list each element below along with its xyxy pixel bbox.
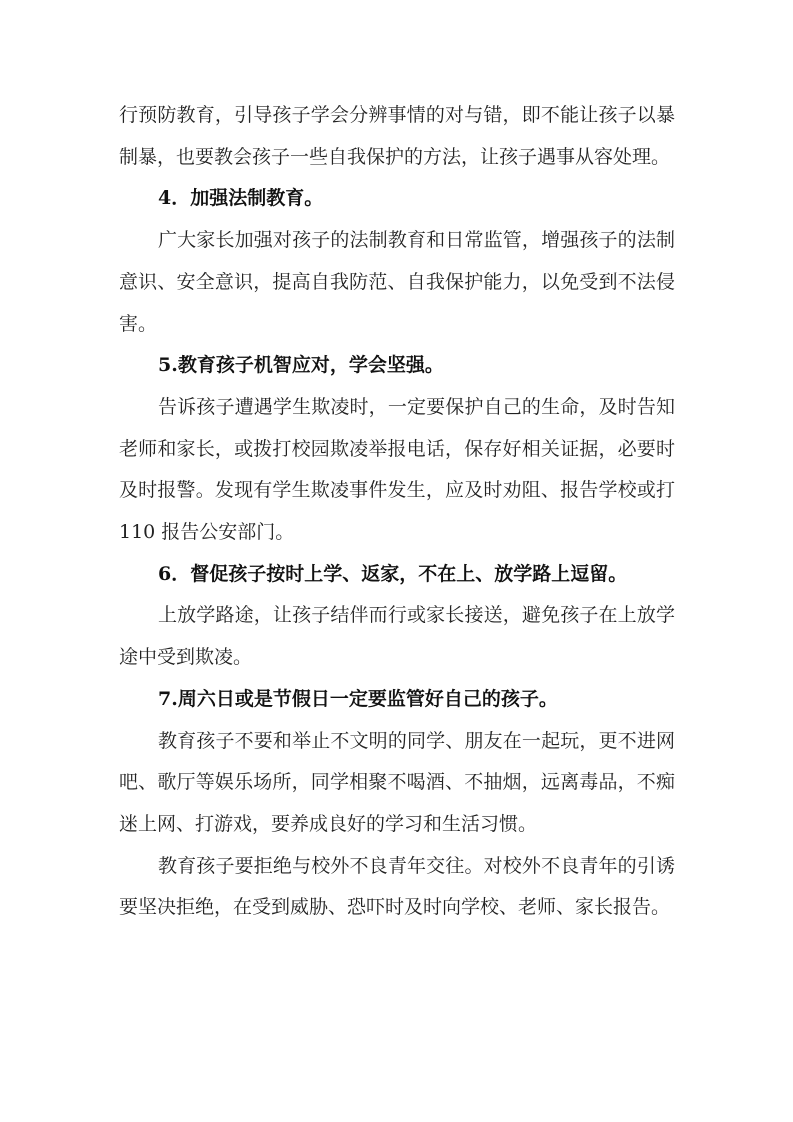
paragraph: 教育孩子要拒绝与校外不良青年交往。对校外不良青年的引诱要坚决拒绝，在受到威胁、恐吓时及时向学校、老师、家长报告。 <box>119 854 675 919</box>
paragraph: 告诉孩子遭遇学生欺凌时，一定要保护自己的生命，及时告知老师和家长，或拨打校园欺凌举报电话，保存好相关证据，必要时及时报警。发现有学生欺凌事件发生，应及时劝阻、报告学校或打 110 报告公安部门。 <box>119 395 675 544</box>
section-heading-5: 5.教育孩子机智应对，学会坚强。 <box>158 354 444 377</box>
paragraph: 教育孩子不要和举止不文明的同学、朋友在一起玩，更不进网吧、歌厅等娱乐场所，同学相聚不喝酒、不抽烟，远离毒品，不痴迷上网、打游戏，要养成良好的学习和生活习惯。 <box>119 729 675 835</box>
paragraph: 广大家长加强对孩子的法制教育和日常监管，增强孩子的法制意识、安全意识，提高自我防范、自我保护能力，以免受到不法侵害。 <box>119 229 675 335</box>
section-heading-6: 6．督促孩子按时上学、返家，不在上、放学路上逗留。 <box>158 562 628 585</box>
paragraph: 上放学路途，让孩子结伴而行或家长接送，避免孩子在上放学途中受到欺凌。 <box>119 604 675 669</box>
document-body <box>119 95 675 929</box>
section-heading-4: 4．加强法制教育。 <box>158 187 324 210</box>
paragraph-continued: 行预防教育，引导孩子学会分辨事情的对与错，即不能让孩子以暴制暴，也要教会孩子一些自我保护的方法，让孩子遇事从容处理。 <box>119 104 675 168</box>
section-heading-7: 7.周六日或是节假日一定要监管好自己的孩子。 <box>158 687 558 710</box>
